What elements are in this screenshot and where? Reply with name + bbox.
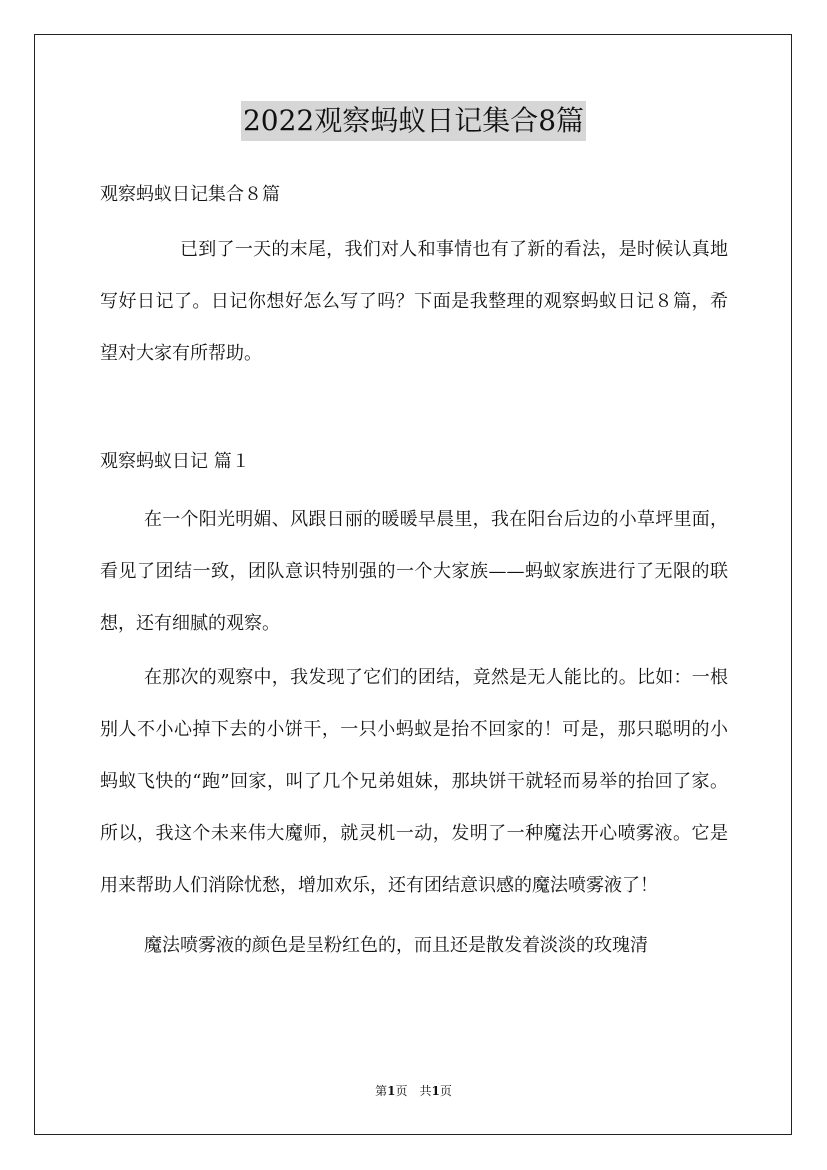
- document-body: [100, 176, 728, 972]
- section-heading: 观察蚂蚁日记 篇１: [100, 451, 250, 472]
- document-subtitle: 观察蚂蚁日记集合８篇: [100, 184, 280, 205]
- body-paragraph: 在那次的观察中，我发现了它们的团结，竟然是无人能比的。比如：一根别人不小心掉下去的小饼干，一只小蚂蚁是抬不回家的！可是，那只聪明的小蚂蚁飞快的“跑”回家，叫了几个兄弟姐妹，那块饼干就轻而易举的抬回了家。所以，我这个未来伟大魔师，就灵机一动，发明了一种魔法开心喷雾液。它是用来帮助人们消除忧愁，增加欢乐，还有团结意识感的魔法喷雾液了！: [100, 667, 728, 896]
- body-paragraph: 在一个阳光明媚、风跟日丽的暖暖早晨里，我在阳台后边的小草坪里面，看见了团结一致，团队意识特别强的一个大家族——蚂蚁家族进行了无限的联想，还有细腻的观察。: [100, 509, 728, 634]
- page-number-label: 第1页: [375, 1084, 408, 1098]
- title-container: [0, 101, 827, 141]
- page-footer: [0, 1083, 827, 1099]
- current-page-number: 1: [387, 1084, 396, 1098]
- document-title: 2022观察蚂蚁日记集合8篇: [241, 101, 586, 141]
- total-pages-label: 共1页: [419, 1084, 452, 1098]
- body-paragraph: 魔法喷雾液的颜色是呈粉红色的，而且还是散发着淡淡的玫瑰清: [144, 935, 648, 956]
- total-page-number: 1: [431, 1084, 440, 1098]
- intro-paragraph: 已到了一天的末尾，我们对人和事情也有了新的看法，是时候认真地写好日记了。日记你想好怎么写了吗？下面是我整理的观察蚂蚁日记８篇，希望对大家有所帮助。: [100, 239, 728, 364]
